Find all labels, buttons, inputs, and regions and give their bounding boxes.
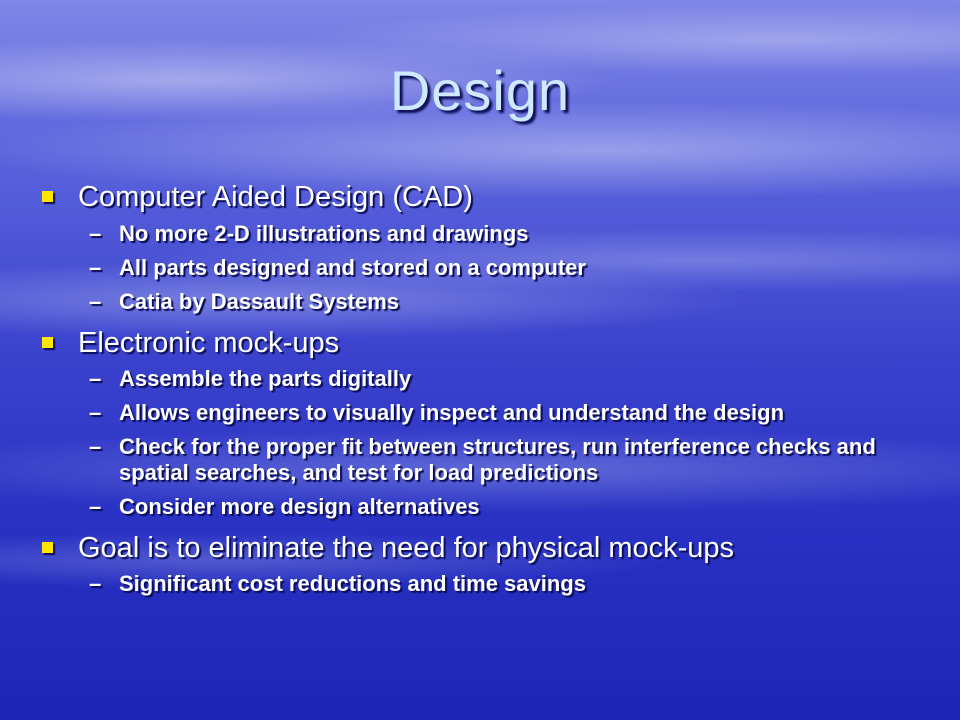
sub-bullet-text: Significant cost reductions and time savings — [119, 571, 586, 596]
sub-bullet-text: All parts designed and stored on a computer — [119, 255, 586, 280]
dash-marker: – — [89, 366, 102, 391]
square-bullet-icon — [42, 191, 53, 202]
square-bullet-icon — [42, 337, 53, 348]
sub-bullet-item — [40, 289, 930, 315]
dash-marker: – — [89, 289, 102, 314]
dash-marker: – — [89, 400, 102, 425]
slide-title: Design — [389, 59, 571, 122]
sub-bullet-item — [40, 221, 930, 247]
bullet-item — [40, 326, 930, 360]
sub-bullet-item — [40, 434, 930, 486]
dash-marker: – — [89, 494, 102, 519]
sub-bullet-text: Assemble the parts digitally — [119, 366, 412, 391]
sub-bullet-text: No more 2-D illustrations and drawings — [119, 221, 529, 246]
bullet-item — [40, 180, 930, 214]
sub-bullet-item — [40, 571, 930, 597]
bullet-text: Electronic mock-ups — [78, 327, 340, 359]
sub-bullet-text: Catia by Dassault Systems — [119, 289, 400, 314]
sub-bullet-item — [40, 366, 930, 392]
sub-bullet-item — [40, 255, 930, 281]
sub-bullet-text: Consider more design alternatives — [119, 494, 480, 519]
sub-bullet-item — [40, 400, 930, 426]
sub-bullet-item — [40, 494, 930, 520]
dash-marker: – — [89, 571, 102, 596]
bullet-text: Computer Aided Design (CAD) — [78, 181, 473, 213]
square-bullet-icon — [42, 542, 53, 553]
bullet-item — [40, 531, 930, 565]
dash-marker: – — [89, 255, 102, 280]
dash-marker: – — [89, 221, 102, 246]
dash-marker: – — [89, 434, 102, 459]
bullet-text: Goal is to eliminate the need for physical mock-ups — [78, 532, 735, 564]
sub-bullet-text: Allows engineers to visually inspect and understand the design — [119, 400, 785, 425]
sub-bullet-text: Check for the proper fit between structures, run interference checks and spatial searches, and test for load predictions — [119, 434, 876, 485]
bullet-list — [40, 180, 930, 597]
